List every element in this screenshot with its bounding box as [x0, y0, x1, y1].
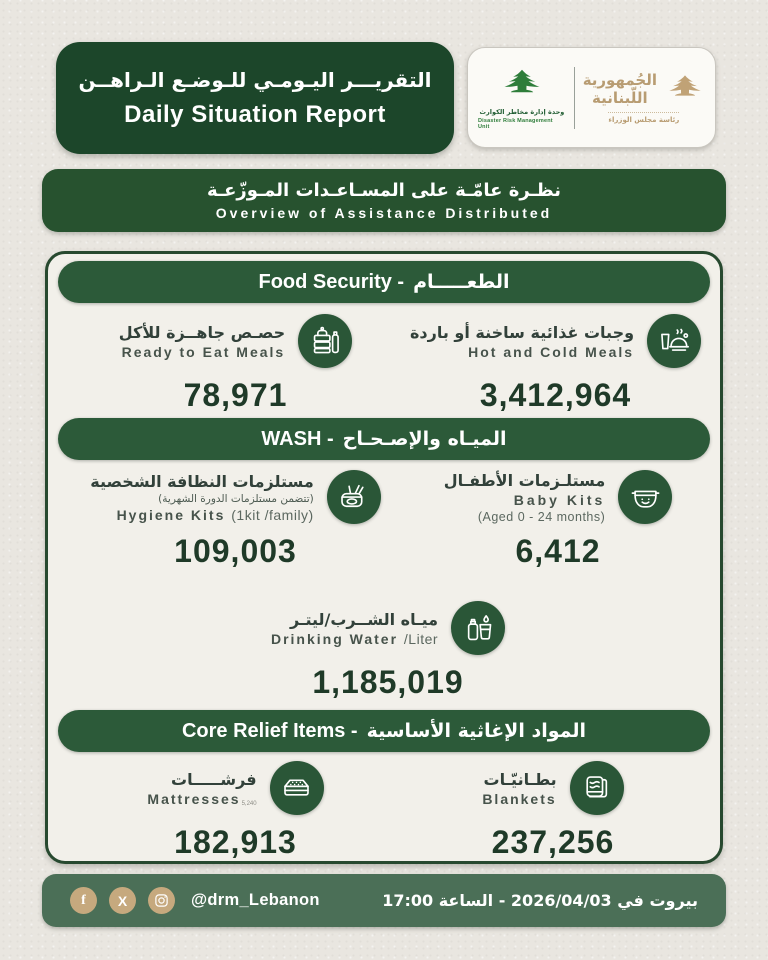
core-relief-title-english: Core Relief Items -: [181, 719, 358, 742]
lebanese-republic-logo: [583, 72, 705, 124]
drinking-water-label-en-sub: /Liter: [403, 630, 439, 647]
hygiene-kits-value: 109,003: [174, 533, 297, 569]
stat-baby-kits: [408, 470, 708, 570]
blankets-value: 237,256: [491, 824, 615, 860]
republic-line2: اللّبنانية: [592, 88, 648, 107]
mattresses-icon: [270, 761, 324, 815]
x-twitter-icon[interactable]: X: [109, 887, 136, 914]
stat-hot-and-cold-meals: [403, 314, 708, 414]
section-header-food-security: [58, 261, 710, 303]
report-title-arabic: التقريـــر اليـومـي للـوضـع الـراهــن: [78, 67, 432, 92]
mattresses-label-arabic: فرشـــــات: [170, 769, 257, 789]
mattresses-value: 182,913: [174, 824, 297, 860]
republic-line1: الجُمهورية: [582, 71, 657, 90]
hot-cold-meals-label-arabic: وجبات غذائية ساخنة أو باردة: [409, 322, 635, 342]
instagram-icon[interactable]: [148, 887, 175, 914]
hygiene-kits-label-arabic: مستلزمات النظافة الشخصية: [90, 471, 314, 491]
stat-mattresses: [83, 761, 388, 861]
footer-bar: [42, 874, 726, 927]
food-title-english: Food Security -: [258, 270, 405, 293]
drinking-water-label-english: [271, 631, 438, 647]
hygiene-kits-icon: [327, 470, 381, 524]
ready-meals-label-arabic: حصـص جاهــزة للأكل: [118, 322, 286, 342]
baby-kits-label-arabic: مستلـزمات الأطفـال: [443, 470, 606, 490]
drm-logo: [478, 66, 566, 130]
blankets-icon: [570, 761, 624, 815]
republic-calligraphy: [583, 72, 657, 107]
report-title-english: Daily Situation Report: [124, 100, 386, 128]
baby-kits-icon: [618, 470, 672, 524]
baby-kits-value: 6,412: [515, 533, 601, 569]
overview-banner: [42, 169, 726, 232]
ready-meals-value: 78,971: [183, 377, 288, 413]
baby-kits-label-english: Baby Kits: [513, 491, 606, 508]
drm-unit-name-arabic: وحدة إدارة مخاطر الكوارث: [479, 107, 565, 116]
hot-cold-meals-value: 3,412,964: [479, 377, 632, 413]
baby-kits-sublabel-english: (Aged 0 - 24 months): [477, 509, 606, 524]
hygiene-kits-label-en-sub: (1kit /family): [231, 506, 314, 523]
blankets-label-arabic: بطـانيّـات: [483, 769, 557, 789]
drinking-water-label-en-bold: Drinking Water: [270, 630, 399, 647]
overview-title-arabic: نظـرة عامّـة على المسـاعـدات المـوزّعـة: [207, 180, 561, 201]
social-handle[interactable]: @drm_Lebanon: [191, 891, 320, 909]
hygiene-kits-label-english: [117, 507, 314, 523]
stat-hygiene-kits: [73, 470, 398, 570]
food-title-arabic: الطعـــــام: [413, 271, 510, 293]
council-of-ministers-label: رئاسة مجلس الوزراء: [608, 112, 679, 124]
facebook-icon[interactable]: f: [70, 887, 97, 914]
overview-title-english: Overview of Assistance Distributed: [215, 205, 553, 221]
section-header-wash: [58, 418, 710, 460]
report-title-box: [56, 42, 454, 154]
ready-meals-icon: [298, 314, 352, 368]
logo-divider: [574, 67, 575, 129]
wash-title-arabic: الميـاه والإصـحـاح: [342, 428, 507, 450]
hygiene-kits-label-en-bold: Hygiene Kits: [116, 506, 226, 523]
logos-card: [467, 47, 716, 148]
wash-title-english: WASH -: [261, 427, 334, 450]
hot-cold-meals-label-english: Hot and Cold Meals: [468, 343, 635, 360]
stat-ready-to-eat-meals: [83, 314, 388, 414]
stat-blankets: [403, 761, 703, 861]
cedar-tree-gold-icon: [665, 72, 705, 108]
section-header-core-relief: [58, 710, 710, 752]
drinking-water-value: 1,185,019: [312, 664, 464, 700]
core-relief-title-arabic: المواد الإغاثية الأساسية: [366, 720, 587, 742]
hygiene-kits-sublabel-arabic: (تتضمن مستلزمات الدورة الشهرية): [158, 492, 314, 505]
ready-meals-label-english: Ready to Eat Meals: [121, 343, 286, 360]
stat-drinking-water: [218, 601, 558, 701]
assistance-card: [45, 251, 723, 864]
drinking-water-label-arabic: ميـاه الشــرب/ليتـر: [290, 609, 439, 629]
report-datetime: بيروت في 2026/04/03 - الساعة 17:00: [382, 891, 698, 910]
social-links: [70, 887, 175, 914]
hot-cold-meals-icon: [647, 314, 701, 368]
cedar-tree-icon: [500, 66, 544, 106]
drinking-water-icon: [451, 601, 505, 655]
blankets-label-english: Blankets: [482, 790, 557, 807]
mattresses-footnote: 5,240: [241, 800, 257, 807]
drm-unit-name-english: Disaster Risk Management Unit: [478, 117, 553, 130]
mattresses-label-english: Mattresses: [147, 790, 241, 807]
